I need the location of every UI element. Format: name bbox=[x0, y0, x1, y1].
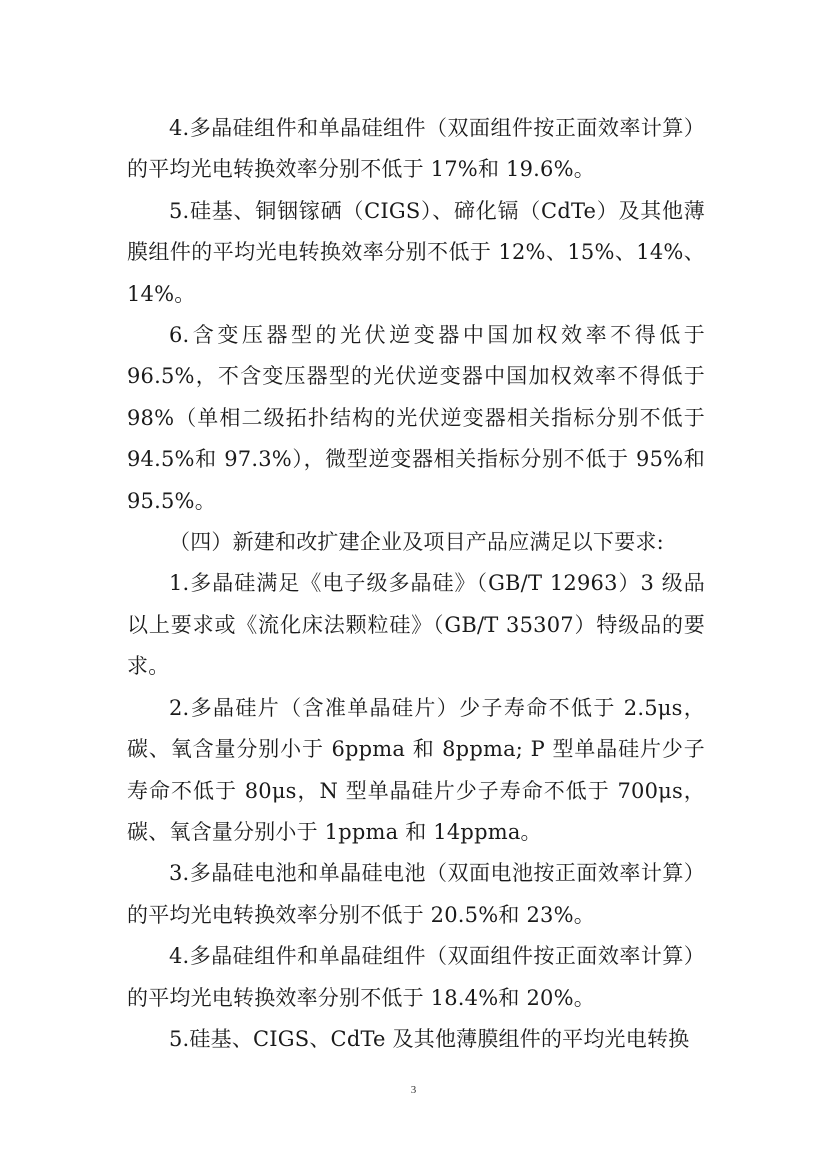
document-body bbox=[127, 108, 705, 1060]
paragraph-module-efficiency-existing: 4.多晶硅组件和单晶硅组件（双面组件按正面效率计算）的平均光电转换效率分别不低于 17%和 19.6%。 bbox=[127, 116, 705, 182]
paragraph-cell-efficiency: 3.多晶硅电池和单晶硅电池（双面电池按正面效率计算）的平均光电转换效率分别不低于 20.5%和 23%。 bbox=[127, 861, 705, 927]
paragraph-polysilicon-requirement: 1.多晶硅满足《电子级多晶硅》（GB/T 12963）3 级品以上要求或《流化床法颗粒硅》（GB/T 35307）特级品的要求。 bbox=[127, 571, 705, 679]
paragraph-module-efficiency-new: 4.多晶硅组件和单晶硅组件（双面组件按正面效率计算）的平均光电转换效率分别不低于 18.4%和 20%。 bbox=[127, 944, 705, 1010]
page-number: 3 bbox=[410, 1084, 417, 1096]
paragraph-thin-film-efficiency-new: 5.硅基、CIGS、CdTe 及其他薄膜组件的平均光电转换 bbox=[169, 1026, 690, 1051]
section-heading-new-projects: （四）新建和改扩建企业及项目产品应满足以下要求: bbox=[169, 530, 664, 555]
paragraph-wafer-requirement: 2.多晶硅片（含准单晶硅片）少子寿命不低于 2.5μs，碳、氧含量分别小于 6ppma 和 8ppma; P 型单晶硅片少子寿命不低于 80μs，N 型单晶硅片少子寿命不低于 700μs，碳、氧含量分别小于 1ppma 和 14ppma。 bbox=[127, 695, 705, 844]
paragraph-inverter-efficiency: 6.含变压器型的光伏逆变器中国加权效率不得低于96.5%，不含变压器型的光伏逆变器中国加权效率不得低于98%（单相二级拓扑结构的光伏逆变器相关指标分别不低于94.5%和 97.3%），微型逆变器相关指标分别不低于 95%和95.5%。 bbox=[127, 323, 705, 513]
paragraph-thin-film-efficiency-existing: 5.硅基、铜铟镓硒（CIGS）、碲化镉（CdTe）及其他薄膜组件的平均光电转换效率分别不低于 12%、15%、14%、14%。 bbox=[127, 198, 705, 306]
